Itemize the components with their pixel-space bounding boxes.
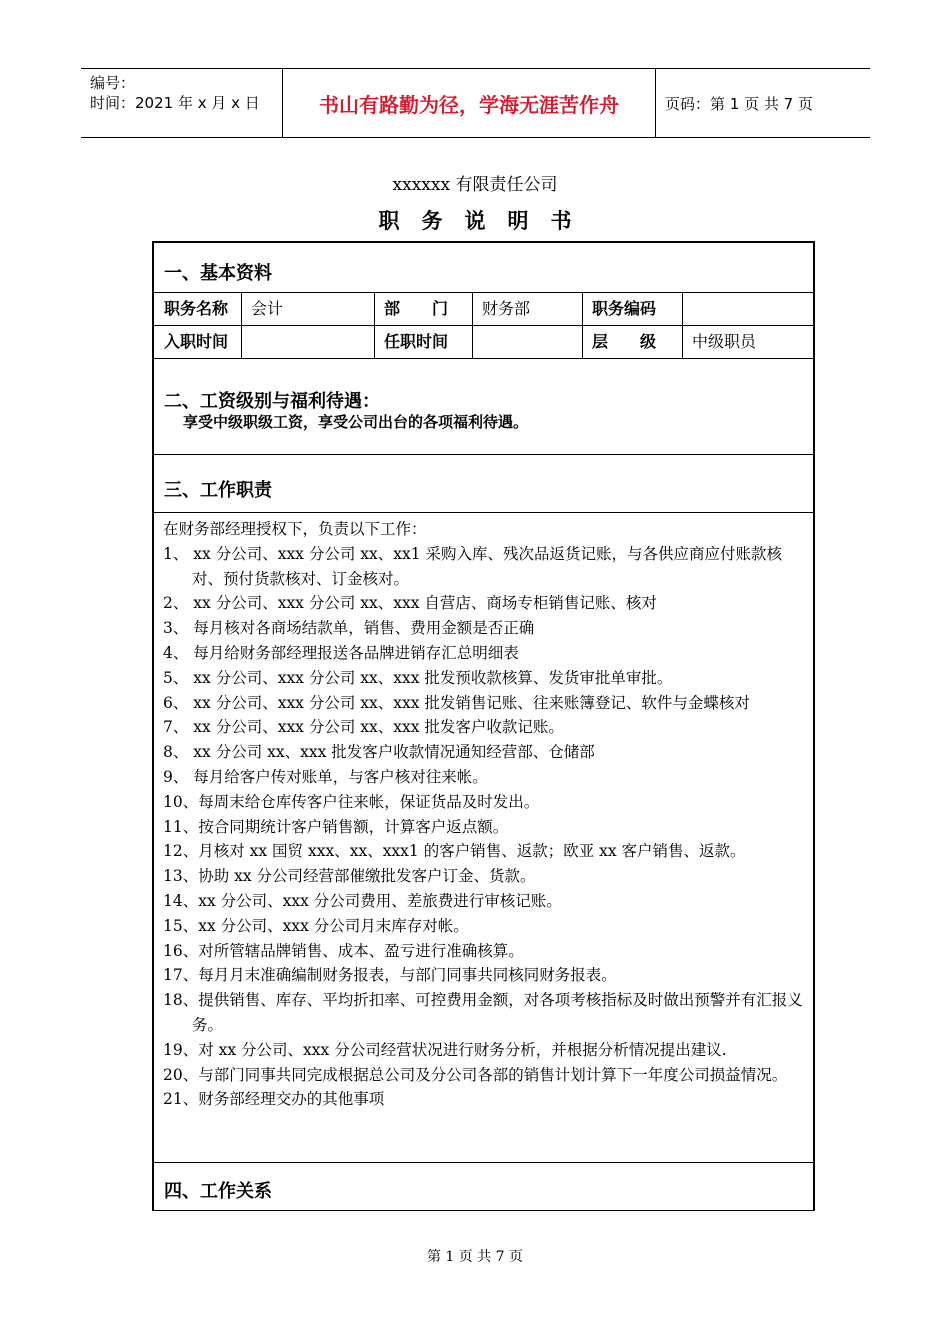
time-label: 时间：2021 年 x 月 x 日 <box>90 94 260 112</box>
section-duties-title: 三、工作职责 <box>164 480 272 501</box>
list-item: 1、 xx 分公司、xxx 分公司 xx、xx1 采购入库、残次品返货记账，与各供应商应付账款核对、预付货款核对、订金核对。 <box>163 544 783 588</box>
list-item: 7、 xx 分公司、xxx 分公司 xx、xxx 批发客户收款记账。 <box>163 718 564 737</box>
header-motto: 书山有路勤为径，学海无涯苦作舟 <box>282 69 656 137</box>
list-item: 2、 xx 分公司、xxx 分公司 xx、xxx 自营店、商场专柜销售记账、核对 <box>163 594 657 613</box>
list-item: 5、 xx 分公司、xxx 分公司 xx、xxx 批发预收款核算、发货审批单审批。 <box>163 668 673 687</box>
page-indicator: 页码：第 1 页 共 7 页 <box>665 94 813 113</box>
header-meta <box>81 69 282 137</box>
list-item: 9、 每月给客户传对账单，与客户核对往来帐。 <box>163 767 488 786</box>
divider <box>154 358 813 359</box>
entry-date-label: 入职时间 <box>164 332 229 351</box>
list-item: 12、月核对 xx 国贸 xxx、xx、xxx1 的客户销售、返款；欧亚 xx 客户销售、返款。 <box>163 842 746 861</box>
list-item: 17、每月月末准确编制财务报表，与部门同事共同核同财务报表。 <box>163 966 617 985</box>
list-item: 3、 每月核对各商场结款单，销售、费用金额是否正确 <box>163 619 535 638</box>
list-item: 20、与部门同事共同完成根据总公司及分公司各部的销售计划计算下一年度公司损益情况。 <box>163 1065 788 1084</box>
appoint-date-label: 任职时间 <box>384 332 449 351</box>
divider <box>154 454 813 455</box>
list-item: 16、对所管辖品牌销售、成本、盈亏进行准确核算。 <box>163 941 524 960</box>
position-code-label: 职务编码 <box>592 299 657 318</box>
divider <box>154 512 813 513</box>
page-header <box>81 68 870 138</box>
duties-list <box>163 517 808 1112</box>
section-basic-title: 一、基本资料 <box>164 263 272 284</box>
divider <box>154 1210 813 1211</box>
list-item: 10、每周末给仓库传客户往来帐，保证货品及时发出。 <box>163 792 540 811</box>
job-description-table <box>152 241 815 1211</box>
salary-text: 享受中级职级工资，享受公司出台的各项福利待遇。 <box>183 413 529 431</box>
section-salary-title: 二、工资级别与福利待遇： <box>164 391 380 412</box>
duties-intro: 在财务部经理授权下，负责以下工作： <box>163 520 427 538</box>
document-title: 职务说明书 <box>378 208 594 233</box>
department-label: 部 门 <box>384 299 449 318</box>
page-footer: 第 1 页 共 7 页 <box>426 1249 524 1265</box>
divider <box>154 1162 813 1163</box>
list-item: 4、 每月给财务部经理报送各品牌进销存汇总明细表 <box>163 643 519 662</box>
number-label: 编号： <box>90 74 136 92</box>
list-item: 19、对 xx 分公司、xxx 分公司经营状况进行财务分析，并根据分析情况提出建议. <box>163 1040 727 1059</box>
list-item: 11、按合同期统计客户销售额，计算客户返点额。 <box>163 817 509 836</box>
position-label: 职务名称 <box>164 299 229 318</box>
company-name: xxxxxx 有限责任公司 <box>392 175 558 195</box>
list-item: 15、xx 分公司、xxx 分公司月末库存对帐。 <box>163 916 469 935</box>
level-value: 中级职员 <box>692 332 757 351</box>
list-item: 8、 xx 分公司 xx、xxx 批发客户收款情况通知经营部、仓储部 <box>163 743 595 762</box>
list-item: 6、 xx 分公司、xxx 分公司 xx、xxx 批发销售记账、往来账簿登记、软件与金蝶核对 <box>163 693 750 712</box>
section-relations-title: 四、工作关系 <box>164 1181 272 1202</box>
level-label: 层 级 <box>592 332 657 351</box>
list-item: 18、提供销售、库存、平均折扣率、可控费用金额，对各项考核指标及时做出预警并有汇报义务。 <box>163 991 803 1034</box>
department-value: 财务部 <box>482 299 531 318</box>
list-item: 13、协助 xx 分公司经营部催缴批发客户订金、货款。 <box>163 867 536 886</box>
position-value: 会计 <box>251 299 284 318</box>
list-item: 14、xx 分公司、xxx 分公司费用、差旅费进行审核记账。 <box>163 891 562 910</box>
list-item: 21、财务部经理交办的其他事项 <box>163 1090 385 1109</box>
